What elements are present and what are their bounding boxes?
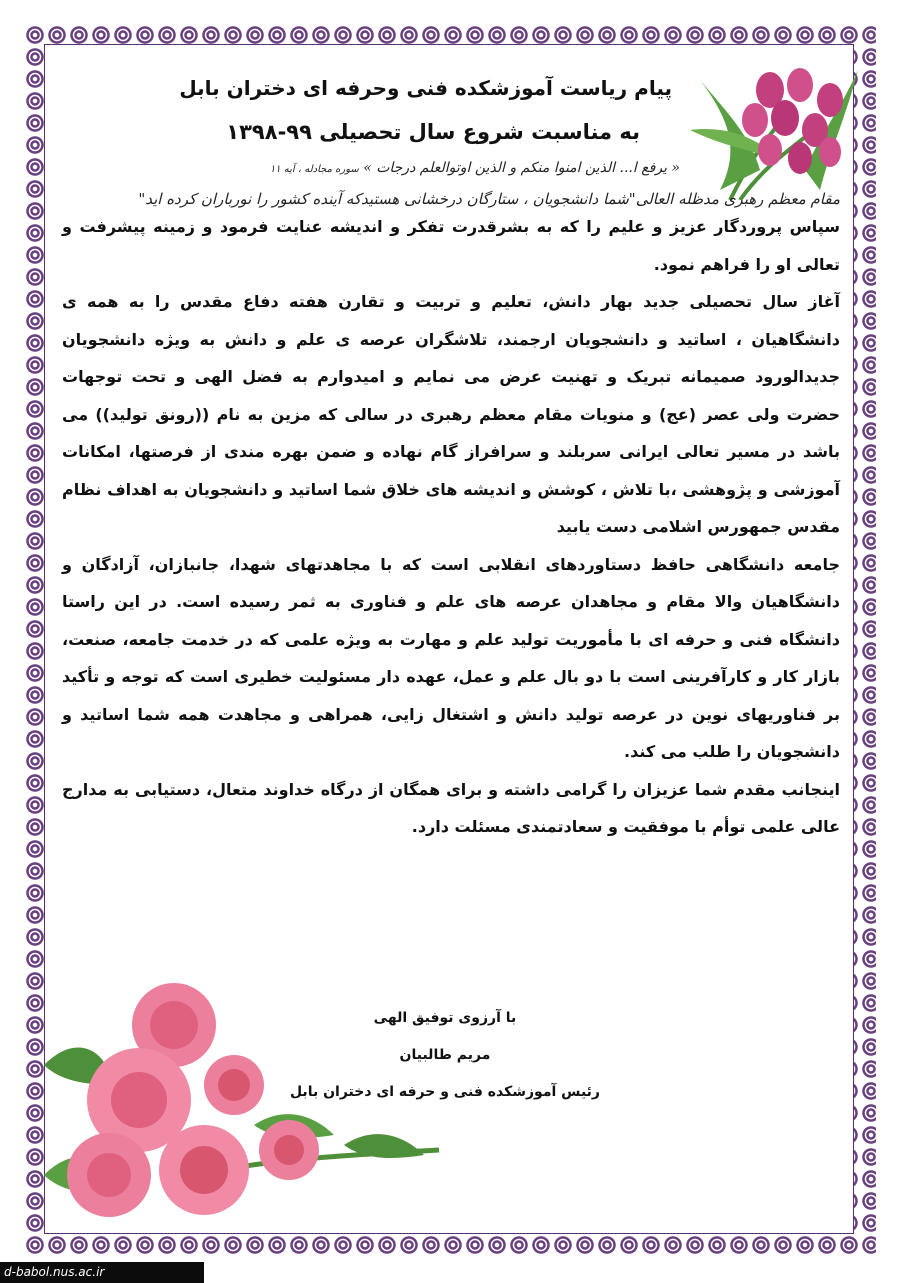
paragraph-university-community: جامعه دانشگاهی حافظ دستاوردهای انقلابی است که با مجاهدتهای شهدا، جانبازان، آزادگان و دانشگاهیان والا مقام و مجاهدان عرصه های علم و فناوری به ثمر رسیده است. در این راستا دانشگاه فنی و حرفه ای با مأموریت تولید علم و مهارت به ویژه علمی که در خدمت جامعه، صنعت، بازار کار و کارآفرینی است با دو بال علم و عمل، عهده دار مسئولیت خطیری است که توجه و تأکید بر فناوریهای نوین در عرصه تولید دانش و اشتغال زایی، همراهی و مجاهدت همه شما اساتید و دانشجویان را طلب می کند. bbox=[62, 554, 840, 761]
site-url: d-babol.nus.ac.ir bbox=[0, 1262, 204, 1283]
signature-name: مریم طالبیان bbox=[399, 1047, 491, 1063]
verse-reference: سوره مجادله ، آیه ۱۱ bbox=[269, 164, 359, 175]
verse-text: « یرفع ا... الذین امنوا منکم و الذین اوتوالعلم درجات » bbox=[363, 160, 680, 176]
signature-wish: با آرزوی توفیق الهی bbox=[373, 1010, 517, 1026]
leader-quote: مقام معظم رهبری مدظله العالی"شما دانشجویان ، ستارگان درخشانی هستیدکه آینده کشور را نورباران کرده اید" bbox=[138, 190, 840, 208]
paragraph-congratulation: آغاز سال تحصیلی جدید بهار دانش، تعلیم و تربیت و تقارن هفته دفاع مقدس را به همه ی دانشگاهیان ، اساتید و دانشجویان ارجمند، تلاشگران عرصه ی علم و دانش به ویژه دانشجویان جدیدالورود صمیمانه تبریک و تهنیت عرض می نمایم و امیدوارم به فضل الهی و تحت توجهات حضرت ولی عصر (عج) و منویات مقام معظم رهبری در سالی که مزین به نام ((رونق تولید)) می باشد در مسیر تعالی ایرانی سربلند و سرافراز گام نهاده و ضمن بهره مندی از فرصتها، امکانات آموزشی و پژوهشی ،با تلاش ، کوشش و اندیشه های خلاق شما اساتید و دانشجویان به اهداف نظام مقدس جمهورس اشلامی دست یابید bbox=[62, 292, 840, 536]
letter-subtitle: به مناسبت شروع سال تحصیلی ۹۹-۱۳۹۸ bbox=[226, 120, 640, 144]
signature-block bbox=[290, 1000, 600, 1111]
signature-position: رئیس آموزشکده فنی و حرفه ای دختران بابل bbox=[289, 1084, 600, 1100]
paragraph-closing: اینجانب مقدم شما عزیزان را گرامی داشته و برای همگان از درگاه خداوند متعال، دستیابی به مدارج عالی علمی توأم با موفقیت و سعادتمندی مسئلت دارد. bbox=[62, 779, 840, 836]
quran-verse bbox=[62, 160, 680, 176]
letter-title: پیام ریاست آموزشکده فنی وحرفه ای دختران بابل bbox=[179, 76, 672, 100]
paragraph-gratitude: سپاس پروردگار عزیز و علیم را که به بشرقدرت تفکر و اندیشه عنایت فرمود و زمینه پیشرفت و تعالی او را فراهم نمود. bbox=[62, 217, 840, 274]
letter-content bbox=[62, 58, 840, 846]
